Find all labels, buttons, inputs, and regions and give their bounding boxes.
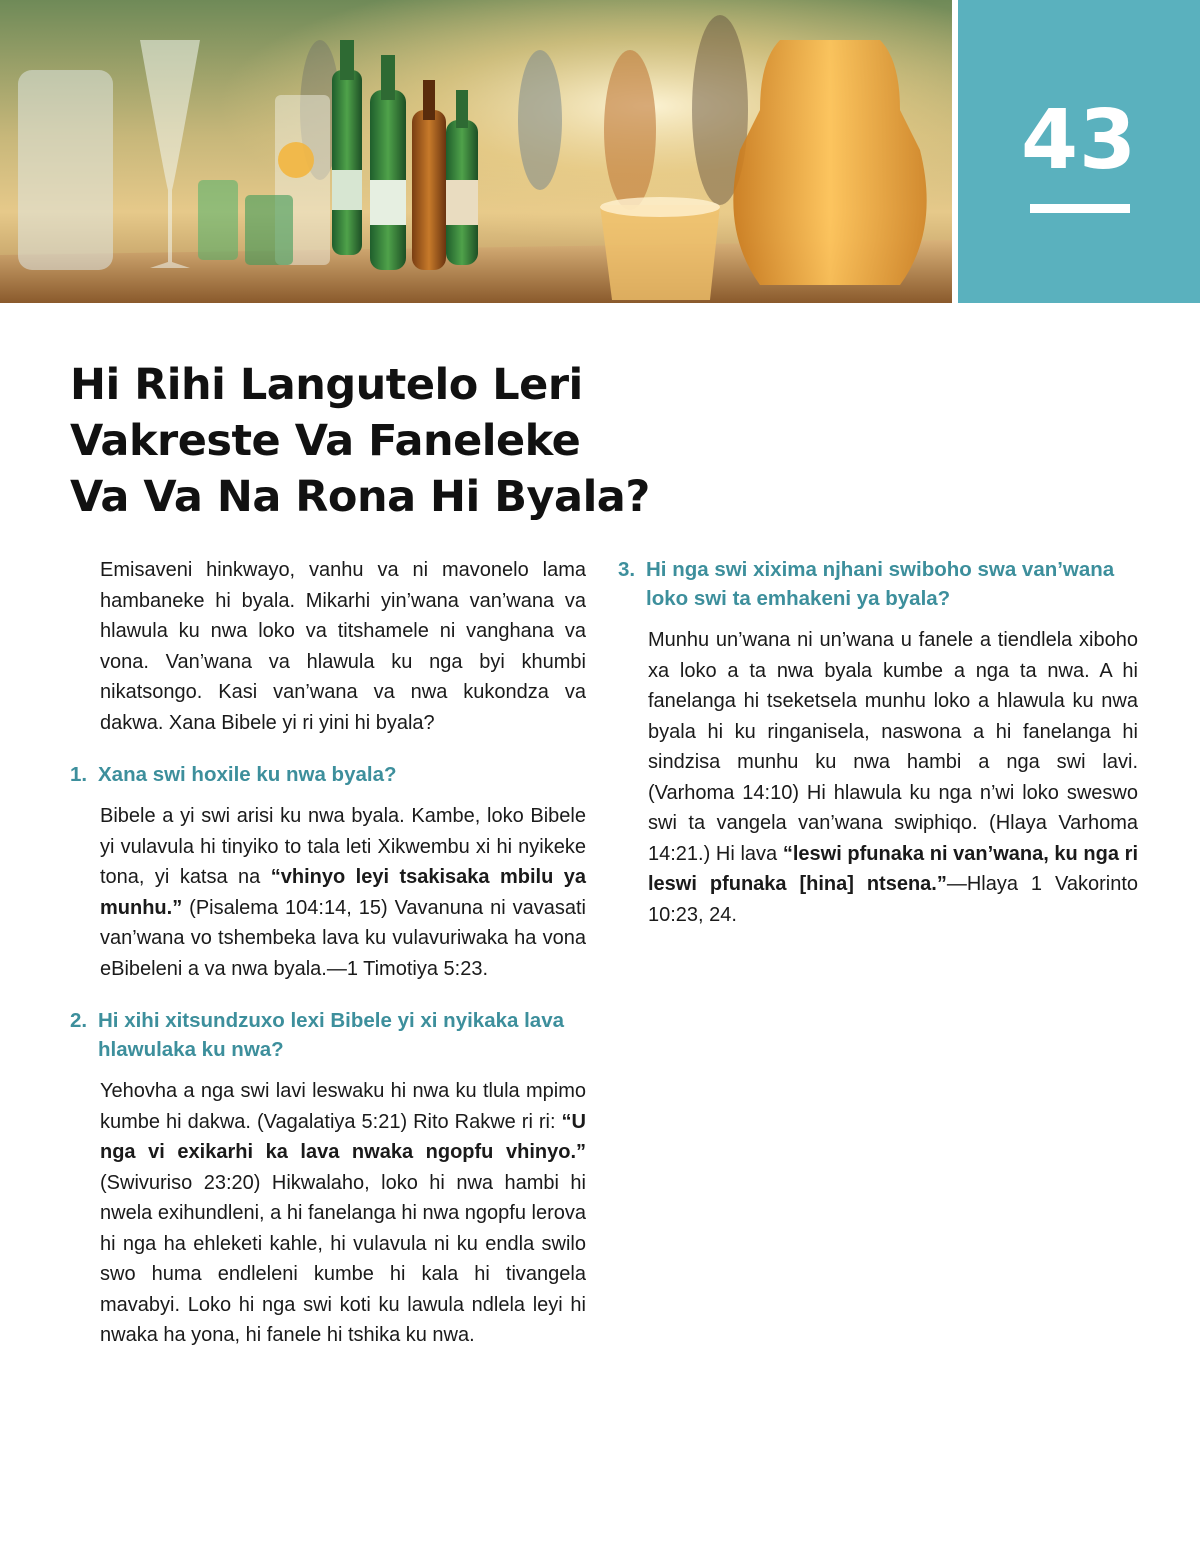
answer-1-paragraph — [70, 801, 586, 984]
answer-3-paragraph — [618, 625, 1138, 930]
question-1-number: 1. — [70, 763, 88, 786]
answer-1-text-b: (Pisalema 104:14, 15) Vavanuna ni vavasati van’wana vo tshembeka lava ku vulavuriwaka ha vona eBibeleni a va nwa byala.—1 Timotiya 5:23. — [100, 896, 586, 980]
question-2 — [70, 1006, 586, 1064]
lesson-title — [70, 357, 770, 525]
question-1 — [70, 760, 586, 789]
left-column — [70, 555, 586, 1351]
question-2-text: Hi xihi xitsundzuxo lexi Bibele yi xi nyikaka lava hlawulaka ku nwa? — [98, 1009, 564, 1061]
lesson-number-panel — [958, 0, 1200, 303]
answer-3-text-a: Munhu un’wana ni un’wana u fanele a tiendlela xiboho xa loko a ta nwa byala kumbe a nga ta nwa. A hi fanelanga hi tseketsela munhu loko a hlawula ku nwa byala hi ku ringanisela, naswona a hi fanelanga hi sindzisa munhu ku nwa hambi a nga swi lavi. (Varhoma 14:10) Hi hlawula ku nga n’wi loko sweswo swi ta vangela van’wana swiphiqo. (Hlaya Varhoma 14:21.) Hi lava — [648, 629, 1138, 865]
right-column — [618, 555, 1138, 930]
lesson-title-line-1: Hi Rihi Langutelo Leri — [70, 360, 583, 410]
intro-paragraph: Emisaveni hinkwayo, vanhu va ni mavonelo lama hambaneke hi byala. Mikarhi yin’wana van’wana va hlawula ku nwa loko va titshamele ni vanghana va vona. Van’wana va hlawula ku nga byi khumbi nikatsongo. Kasi van’wana va nwa kukondza va dakwa. Xana Bibele yi ri yini hi byala? — [100, 559, 586, 734]
answer-3-scripture-quote: “leswi pfunaka ni van’wana, ku nga ri leswi pfunaka [hina] ntsena.” — [648, 842, 1138, 895]
answer-1-text-a: Bibele a yi swi arisi ku nwa byala. Kambe, loko Bibele yi vulavula hi tinyiko to tala leti Xikwembu xi hi nyikeke tona, yi katsa na — [100, 805, 586, 888]
party-drinks-illustration — [0, 0, 952, 303]
question-3 — [618, 555, 1138, 613]
header-photo — [0, 0, 952, 303]
answer-2-text-b: (Swivuriso 23:20) Hikwalaho, loko hi nwa hambi hi nwela exihundleni, a hi fanelanga hi nwa ngopfu lerova hi nga ha ehleketi kahle, hi vulavula ni ku endla swilo swo huma endleleni kumbe hi kala hi tivangela mavabyi. Loko hi nga swi koti ku lawula ndlela leyi hi nwaka ha yona, hi fanele hi tshika ku nwa. — [100, 1171, 586, 1346]
lesson-title-line-2: Vakreste Va Faneleke — [70, 416, 581, 466]
answer-2-scripture-quote: “U nga vi exikarhi ka lava nwaka ngopfu vhinyo.” — [100, 1110, 586, 1163]
lesson-number-underline — [1030, 204, 1130, 213]
answer-2-text-a: Yehovha a nga swi lavi leswaku hi nwa ku tlula mpimo kumbe hi dakwa. (Vagalatiya 5:21) Rito Rakwe ri ri: — [100, 1080, 586, 1133]
lesson-number: 43 — [1020, 93, 1138, 188]
answer-2-paragraph — [70, 1076, 586, 1351]
answer-3-text-b: —Hlaya 1 Vakorinto 10:23, 24. — [648, 873, 1138, 926]
answer-1-scripture-quote: “vhinyo leyi tsakisaka mbilu ya munhu.” — [100, 866, 586, 919]
lesson-title-line-3: Va Va Na Rona Hi Byala? — [70, 472, 650, 522]
question-2-number: 2. — [70, 1009, 88, 1032]
question-3-text: Hi nga swi xixima njhani swiboho swa van’wana loko swi ta emhakeni ya byala? — [646, 558, 1115, 610]
question-3-number: 3. — [618, 558, 636, 581]
question-1-text: Xana swi hoxile ku nwa byala? — [98, 763, 397, 786]
